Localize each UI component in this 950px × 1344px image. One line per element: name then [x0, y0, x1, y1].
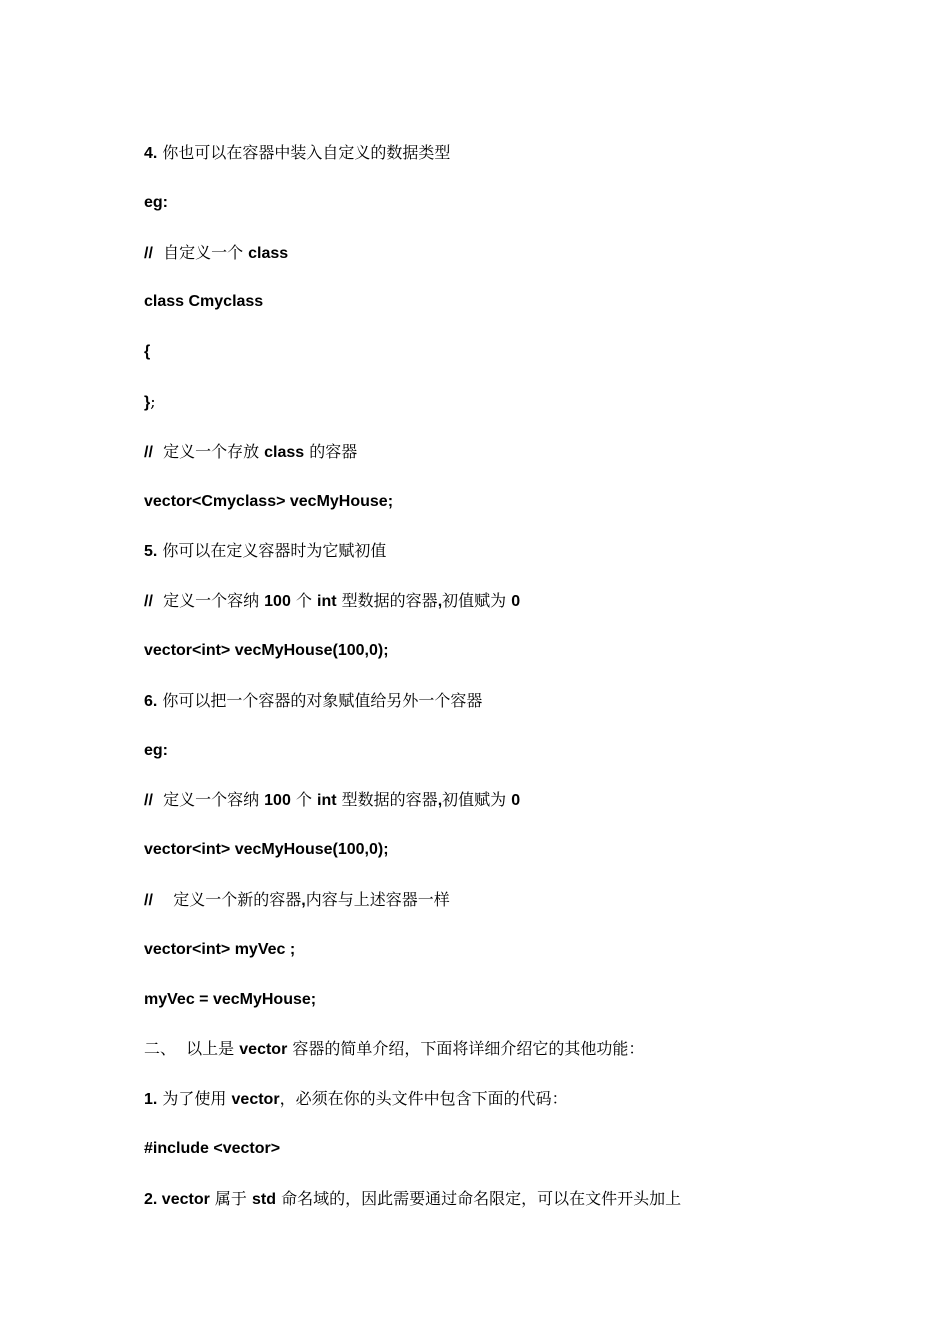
text-line: [144, 539, 386, 563]
text-run: 自定义一个: [152, 242, 249, 262]
text-run: 0: [511, 593, 521, 611]
text-run: 定义一个容纳: [152, 790, 265, 810]
text-run: 的容器: [304, 441, 358, 461]
text-run: myVec = vecMyHouse;: [144, 990, 317, 1008]
text-run: ;: [150, 392, 156, 411]
text-run: std: [252, 1190, 276, 1208]
text-line: [144, 290, 263, 314]
text-run: 你也可以在容器中装入自定义的数据类型: [157, 143, 451, 162]
text-run: class Cmyclass: [144, 293, 264, 311]
text-line: [144, 141, 450, 165]
text-run: 型数据的容器: [336, 591, 438, 611]
text-run: 你可以把一个容器的对象赋值给另外一个容器: [157, 690, 483, 710]
text-run: 容器的简单介绍，下面将详细介绍它的其他功能：: [287, 1039, 645, 1059]
text-run: ,: [301, 892, 306, 909]
text-line: [144, 241, 288, 265]
text-run: 初值赋为: [442, 591, 512, 611]
text-run: 命名域的，因此需要通过命名限定，可以在文件开头加上: [276, 1188, 682, 1208]
text-run: vector: [231, 1091, 280, 1109]
text-line: [144, 988, 316, 1012]
text-run: 6.: [144, 692, 158, 710]
text-run: vector<int> vecMyHouse(100,0);: [144, 642, 389, 659]
text-run: {: [144, 343, 151, 361]
text-run: vector: [239, 1041, 288, 1059]
text-run: ,: [437, 792, 443, 810]
text-line: [144, 888, 450, 912]
text-run: ，必须在你的头文件中包含下面的代码：: [279, 1089, 568, 1109]
text-run: 初值赋为: [442, 790, 512, 810]
text-line: [144, 589, 520, 613]
text-run: 100: [264, 792, 291, 810]
text-run: 2. vector: [144, 1190, 210, 1208]
text-run: 为了使用: [157, 1089, 232, 1109]
text-run: //: [144, 792, 153, 810]
text-line: [144, 191, 168, 215]
text-run: int: [317, 792, 337, 810]
text-run: eg:: [144, 193, 168, 211]
text-run: vector<Cmyclass> vecMyHouse;: [144, 492, 394, 510]
text-line: [144, 689, 482, 713]
text-run: 个: [290, 790, 318, 810]
text-run: 0: [511, 792, 521, 810]
text-line: [144, 490, 393, 514]
text-line: [144, 639, 389, 663]
text-run: 5.: [144, 543, 158, 561]
text-run: 内容与上述容器一样: [305, 890, 450, 909]
text-run: class: [264, 443, 305, 461]
text-run: }: [144, 394, 151, 411]
text-run: //: [144, 593, 153, 611]
text-run: class: [248, 244, 289, 262]
text-line: [144, 340, 150, 364]
text-line: [144, 1037, 644, 1061]
text-line: [144, 1137, 280, 1161]
text-run: #include <vector>: [144, 1140, 281, 1157]
text-run: int: [317, 593, 337, 611]
text-run: 定义一个存放: [152, 441, 265, 461]
text-run: //: [144, 892, 153, 909]
text-line: [144, 938, 295, 962]
text-run: //: [144, 244, 153, 262]
text-line: [144, 1087, 568, 1111]
text-line: [144, 390, 156, 414]
text-run: 定义一个新的容器: [152, 890, 302, 909]
text-line: [144, 838, 389, 862]
text-run: vector<int> myVec ;: [144, 940, 296, 958]
text-run: eg:: [144, 741, 168, 759]
text-line: [144, 788, 520, 812]
text-line: [144, 440, 357, 464]
text-run: 属于: [209, 1188, 252, 1208]
text-run: 4.: [144, 145, 158, 162]
text-run: 100: [264, 593, 291, 611]
text-run: vector<int> vecMyHouse(100,0);: [144, 841, 389, 859]
text-run: 你可以在定义容器时为它赋初值: [157, 541, 387, 561]
text-run: 1.: [144, 1091, 158, 1109]
text-run: 个: [290, 591, 318, 611]
text-line: [144, 1187, 681, 1211]
text-run: 型数据的容器: [336, 790, 438, 810]
text-line: [144, 739, 168, 763]
text-run: //: [144, 443, 153, 461]
text-run: 二、 以上是: [144, 1039, 240, 1059]
text-run: ,: [437, 593, 443, 611]
text-run: 定义一个容纳: [152, 591, 265, 611]
